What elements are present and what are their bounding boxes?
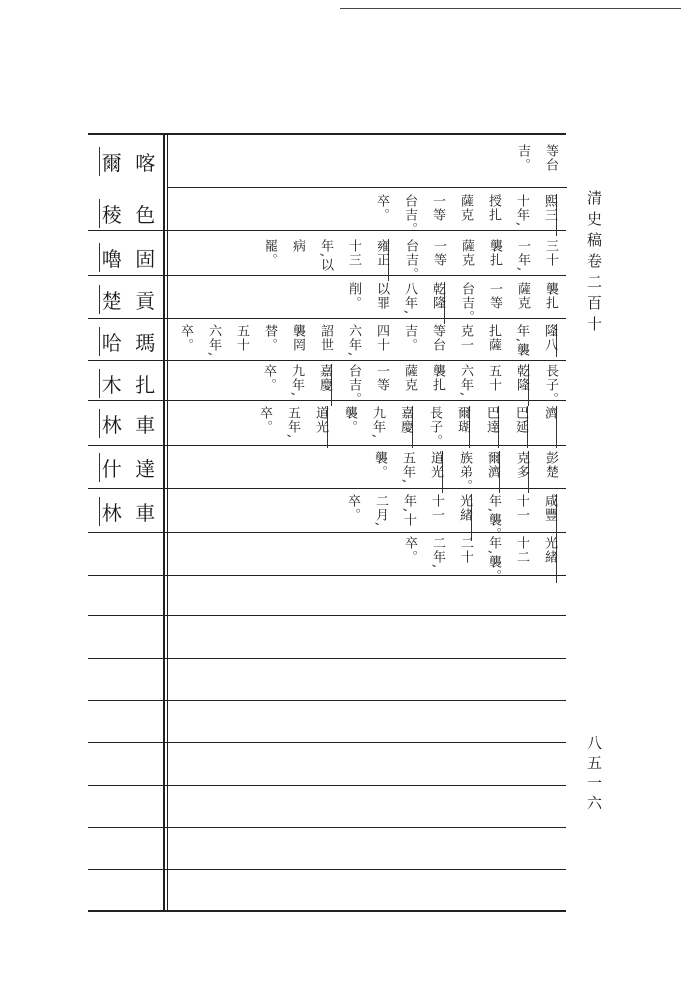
row-text-columns xyxy=(334,282,557,324)
text-column: 薩克 xyxy=(515,282,530,310)
text-column: 二月, xyxy=(373,494,388,528)
text-column: 爾瑚 xyxy=(443,406,470,448)
text-column: 吉。 xyxy=(515,144,530,172)
text-column: 道光 xyxy=(301,406,328,448)
text-column: 等台 xyxy=(543,144,558,172)
text-column: 襲。 xyxy=(372,451,387,479)
text-column: 襲。 xyxy=(342,406,357,434)
name-char-left: 稜 xyxy=(99,199,122,228)
text-column: 以罪 xyxy=(374,282,389,310)
text-column: 一等 xyxy=(487,282,502,310)
row-text-columns xyxy=(362,194,557,236)
text-column: 二年, xyxy=(430,536,445,570)
text-column: 十一 xyxy=(514,494,529,522)
text-column: 三十 xyxy=(543,239,558,267)
text-column: 克多 xyxy=(502,451,529,493)
text-column: 巴延 xyxy=(501,406,528,448)
name-char-right: 扎 xyxy=(135,372,156,397)
text-column: 薩克 xyxy=(458,194,473,222)
text-column: 嘉慶 xyxy=(305,364,332,406)
name-cell xyxy=(92,192,162,234)
name-cell xyxy=(92,320,162,362)
text-column: 濟 xyxy=(530,406,557,448)
text-column: 卒。 xyxy=(402,536,417,564)
name-char-right: 瑪 xyxy=(135,330,156,355)
text-column: 襲扎 xyxy=(487,239,502,267)
name-column xyxy=(92,140,162,890)
name-char-left: 林 xyxy=(99,497,122,526)
text-column: 台吉。 xyxy=(346,364,361,406)
text-column: 雍正 xyxy=(362,239,389,281)
text-column: 一等 xyxy=(430,194,445,222)
table-row xyxy=(165,402,565,448)
table-row xyxy=(165,235,565,281)
text-column: 年,十 xyxy=(401,494,416,528)
text-column: 罷。 xyxy=(262,239,277,267)
table-row xyxy=(165,190,565,236)
text-column: 五十 xyxy=(486,364,501,392)
text-column: 卒。 xyxy=(374,194,389,222)
frame-bottom-line xyxy=(88,910,566,912)
text-column: 長子。 xyxy=(427,406,442,448)
text-column: 年,襲。 xyxy=(486,494,501,542)
text-column: 族弟。 xyxy=(457,451,472,493)
text-column: 襲扎 xyxy=(543,282,558,310)
table-row xyxy=(165,320,565,360)
text-column: 爾濟 xyxy=(473,451,500,493)
row-text-columns xyxy=(250,239,557,281)
text-column: 乾隆 xyxy=(418,282,445,324)
text-column: 五年, xyxy=(285,406,300,440)
name-char-right: 車 xyxy=(135,500,156,525)
page-number: 八五一六 xyxy=(585,735,603,815)
text-column: 襲扎 xyxy=(430,364,445,392)
margin-title: 清史稿卷二百十 xyxy=(585,190,603,337)
text-column: 彭楚 xyxy=(543,451,558,479)
row-text-columns xyxy=(390,536,557,583)
name-char-right: 色 xyxy=(135,202,156,227)
table-row xyxy=(165,532,565,584)
text-column: 十年, xyxy=(514,194,529,228)
text-column: 薩克 xyxy=(402,364,417,392)
text-column: 道光 xyxy=(416,451,443,493)
text-column: 詔世 xyxy=(318,324,333,352)
text-column: 光緒 xyxy=(530,536,557,583)
name-cell xyxy=(92,140,162,182)
table-row xyxy=(165,140,565,185)
name-cell xyxy=(92,402,162,444)
text-column: 光緒 xyxy=(445,494,472,541)
text-column: 九年, xyxy=(370,406,385,440)
text-column: 熙三 xyxy=(530,194,557,236)
name-cell xyxy=(92,446,162,488)
text-column: 一等 xyxy=(374,364,389,392)
name-char-right: 達 xyxy=(135,456,156,481)
text-column: 台吉。 xyxy=(402,194,417,236)
name-char-left: 哈 xyxy=(99,327,122,356)
row-text-columns xyxy=(503,144,557,172)
text-column: 卒。 xyxy=(345,494,360,522)
text-column: 吉。 xyxy=(402,324,417,352)
name-cell xyxy=(92,362,162,404)
text-column: 卒。 xyxy=(261,364,276,392)
text-column: 克一 xyxy=(458,324,473,352)
text-column: 乾隆 xyxy=(502,364,529,406)
row-text-columns xyxy=(166,324,557,357)
name-char-left: 嚕 xyxy=(99,243,122,272)
header-row-line xyxy=(167,187,567,188)
row-text-columns xyxy=(245,406,557,448)
text-column: 年,以 xyxy=(318,239,333,273)
text-column: 病 xyxy=(290,239,305,253)
text-column: 扎薩 xyxy=(486,324,501,352)
name-char-left: 楚 xyxy=(99,285,122,314)
text-column: 長子。 xyxy=(543,364,558,406)
text-column: 四十 xyxy=(374,324,389,352)
text-column: 等台 xyxy=(430,324,445,352)
text-column: 台吉。 xyxy=(459,282,474,324)
frame-top-line xyxy=(88,133,566,135)
text-column: 台吉。 xyxy=(403,239,418,281)
table-row xyxy=(165,278,565,324)
text-column: 年,襲。 xyxy=(486,536,501,584)
name-char-left: 林 xyxy=(99,409,122,438)
name-char-right: 固 xyxy=(135,246,156,271)
text-column: 卒。 xyxy=(178,324,193,352)
text-column: 十二 xyxy=(514,536,529,564)
text-column: 巴達 xyxy=(472,406,499,448)
text-column: 年,襲 xyxy=(514,324,529,358)
name-cell xyxy=(92,236,162,278)
name-char-right: 喀 xyxy=(135,150,156,175)
text-column: 五十 xyxy=(234,324,249,352)
table-row xyxy=(165,490,565,542)
name-char-right: 貢 xyxy=(135,288,156,313)
text-column: 替。 xyxy=(262,324,277,352)
text-column: 隆八 xyxy=(530,324,557,357)
text-column: 薩克 xyxy=(459,239,474,267)
name-cell xyxy=(92,490,162,532)
text-column: 一年, xyxy=(515,239,530,273)
text-column: 十一 xyxy=(429,494,444,522)
text-column: 五年, xyxy=(400,451,415,485)
text-column: 削。 xyxy=(346,282,361,310)
table-row xyxy=(165,447,565,493)
text-column: 八年, xyxy=(402,282,417,316)
text-column: 十三 xyxy=(346,239,361,267)
name-char-left: 爾 xyxy=(99,147,122,176)
name-char-left: 木 xyxy=(99,369,122,398)
text-column: 六年, xyxy=(346,324,361,358)
text-column: 卒。 xyxy=(257,406,272,434)
text-column: 一等 xyxy=(431,239,446,267)
text-column: 襲罔 xyxy=(290,324,305,352)
row-text-columns xyxy=(360,451,557,493)
text-column: 二十 xyxy=(458,536,473,564)
name-char-right: 車 xyxy=(135,412,156,437)
text-column: 嘉慶 xyxy=(386,406,413,448)
text-column: 六年, xyxy=(458,364,473,398)
name-char-left: 什 xyxy=(99,453,122,482)
top-rule xyxy=(340,8,681,9)
row-text-columns xyxy=(249,364,557,406)
text-column: 九年, xyxy=(289,364,304,398)
table-row xyxy=(165,360,565,406)
name-cell xyxy=(92,278,162,320)
text-column: 授扎 xyxy=(486,194,501,222)
text-column: 六年, xyxy=(206,324,221,358)
text-column: 咸豐 xyxy=(530,494,557,541)
